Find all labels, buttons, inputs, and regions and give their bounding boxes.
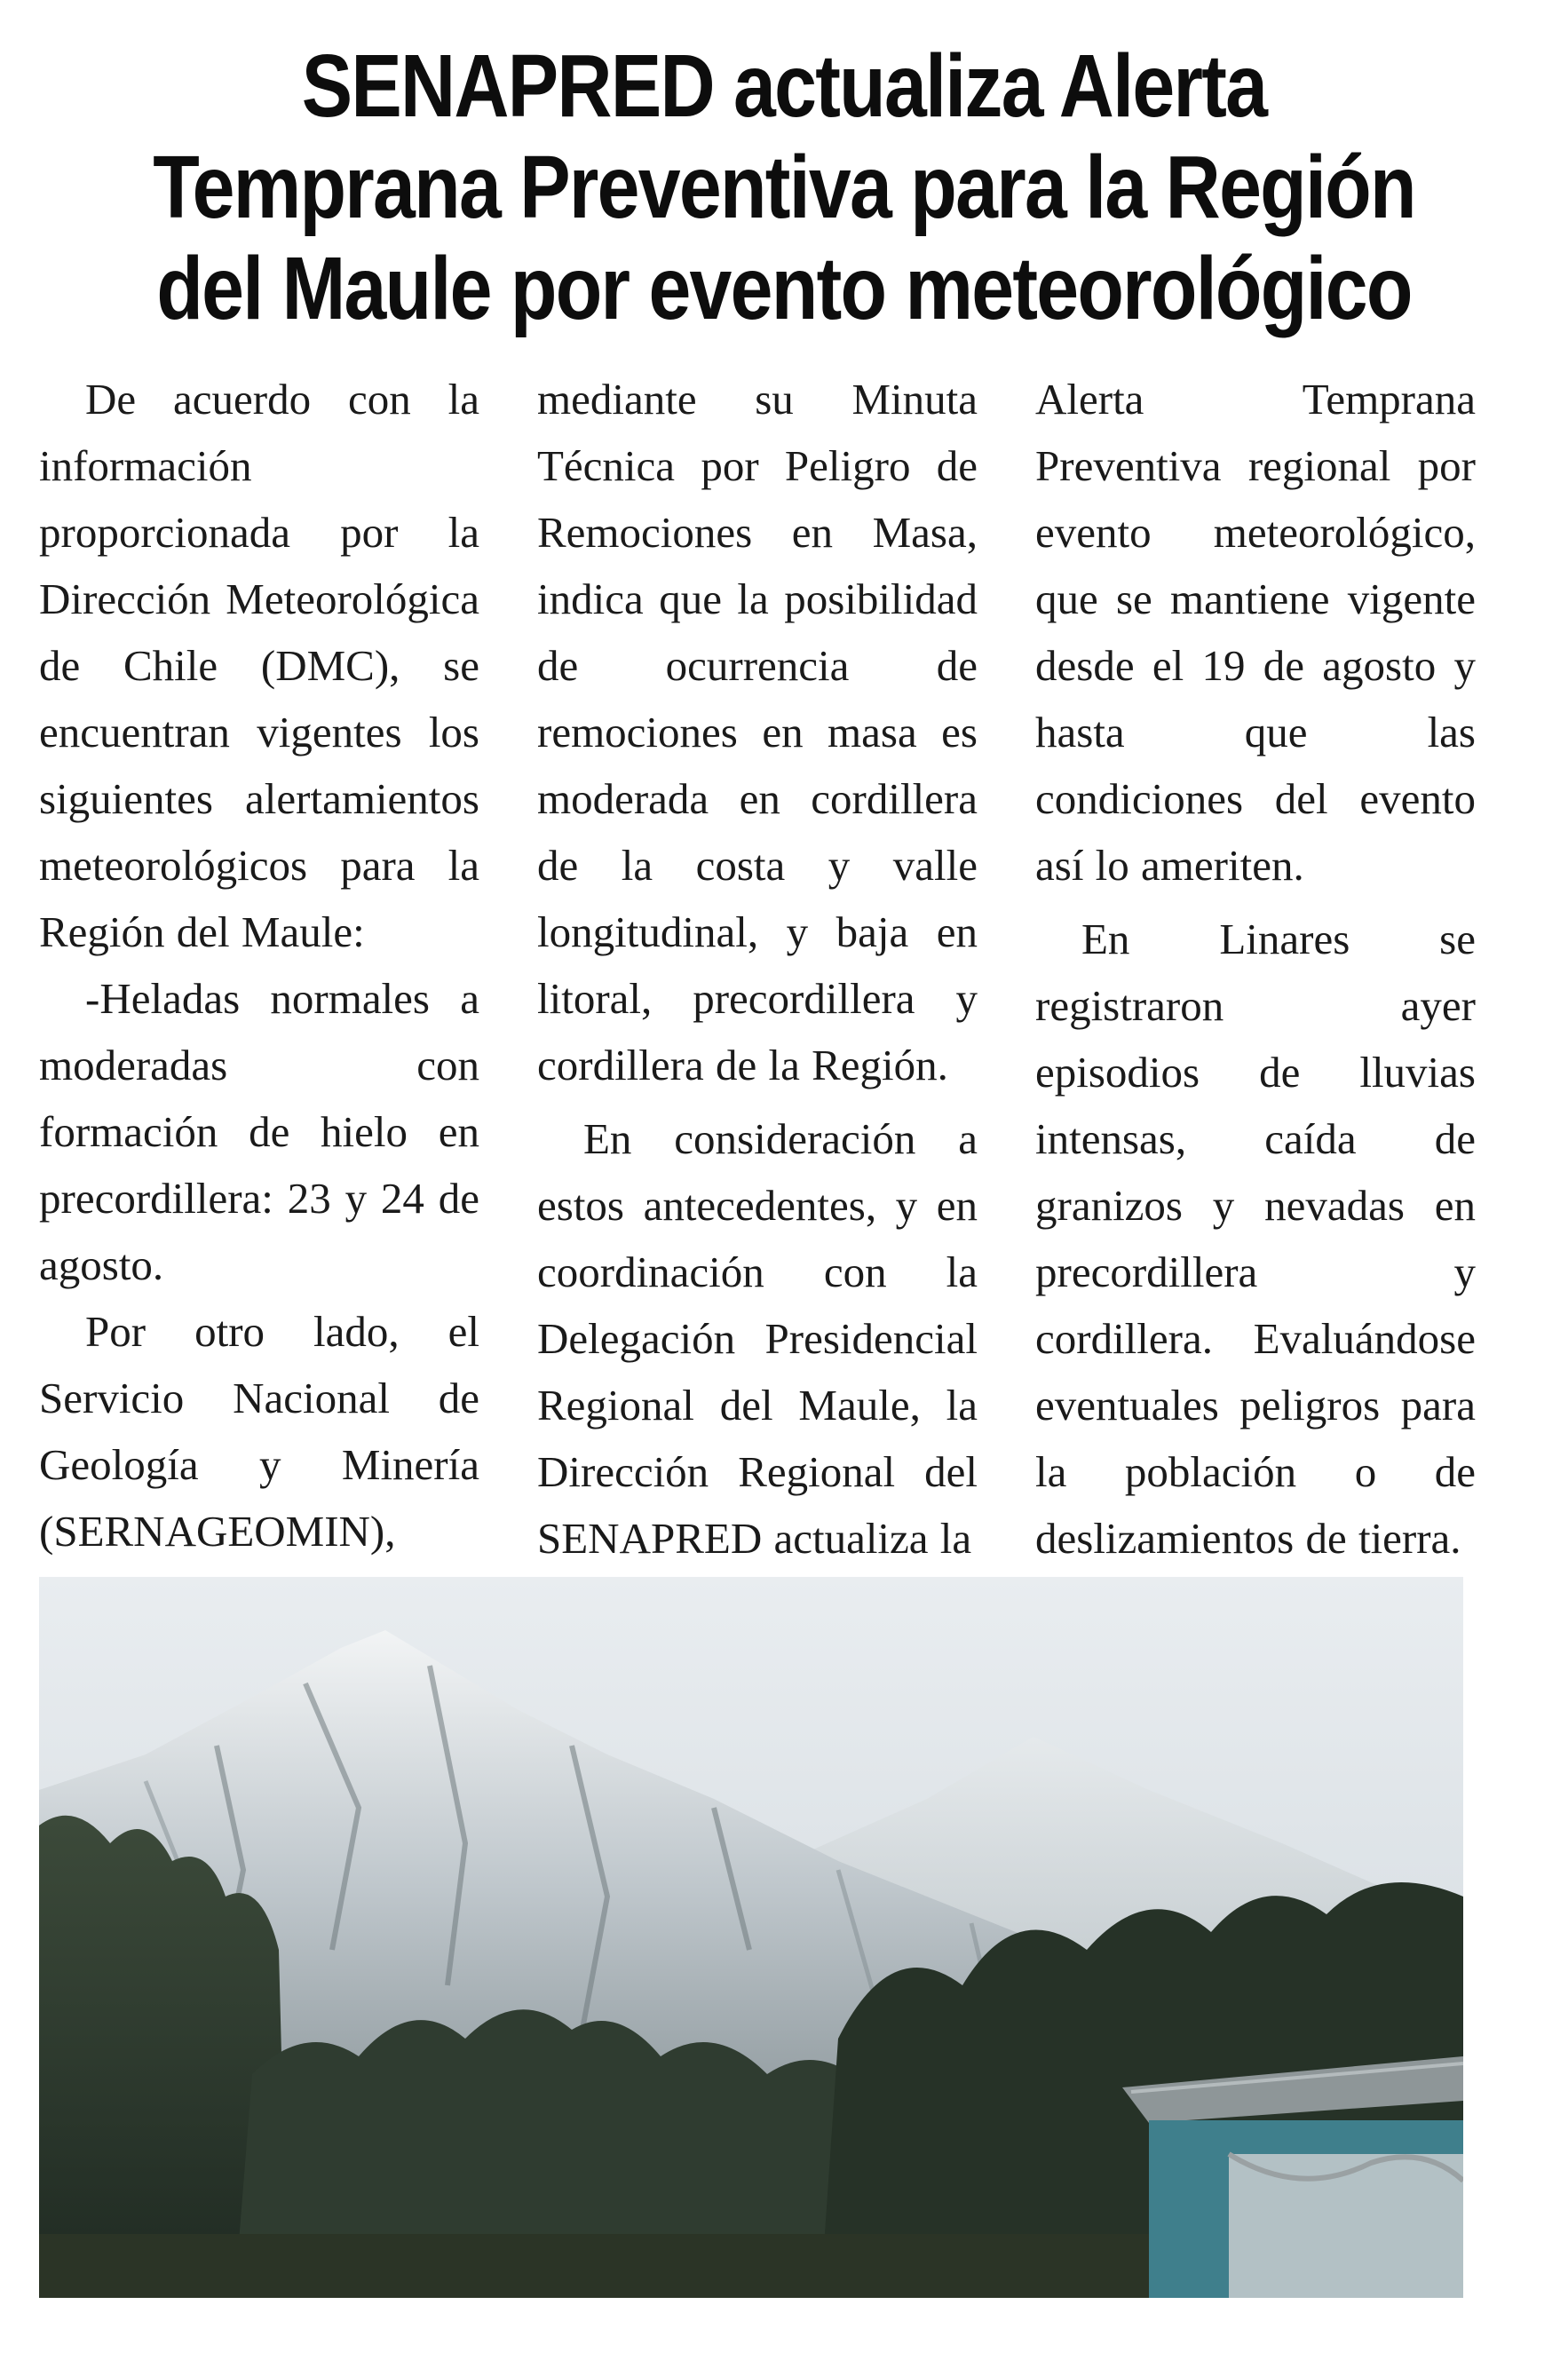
column-1 (39, 366, 479, 1564)
paragraph: En consideración a estos antecedentes, y en coordinación con la Delegación Presidencial Regional del Maule, la Dirección Regional del SENAPRED actualiza la (537, 1114, 978, 1563)
paragraph: En Linares se registraron ayer episodios de lluvias intensas, caída de granizos y nevadas en precordillera y cordillera. Evaluándose eventuales peligros para la población o de deslizamientos de tierra. (1035, 915, 1476, 1563)
paragraph: -Heladas normales a moderadas con formación de hielo en precordillera: 23 y 24 de agosto. (39, 974, 479, 1289)
headline: SENAPRED actualiza Alerta Temprana Preventiva para la Región del Maule por evento meteorológico (153, 36, 1415, 338)
paragraph: Por otro lado, el Servicio Nacional de Geología y Minería (SERNAGEOMIN), (39, 1307, 479, 1556)
article-body (39, 366, 1476, 1572)
article-photo (39, 1577, 1463, 2298)
paragraph: mediante su Minuta Técnica por Peligro de Remociones en Masa, indica que la posibilidad de ocurrencia de remociones en masa es moderada en cordillera de la costa y valle longitudinal, y baja en litoral, precordillera y cordillera de la Región. (537, 375, 978, 1089)
column-2 (537, 366, 978, 1572)
snowy-mountain-photo (39, 1577, 1463, 2298)
paragraph: De acuerdo con la información proporcionada por la Dirección Meteorológica de Chile (DMC), se encuentran vigentes los siguientes alertamientos meteorológicos para la Región del Maule: (39, 375, 479, 956)
column-3 (1035, 366, 1476, 1572)
paragraph: Alerta Temprana Preventiva regional por evento meteorológico, que se mantiene vigente desde el 19 de agosto y hasta que las condiciones del evento así lo ameriten. (1035, 375, 1476, 890)
